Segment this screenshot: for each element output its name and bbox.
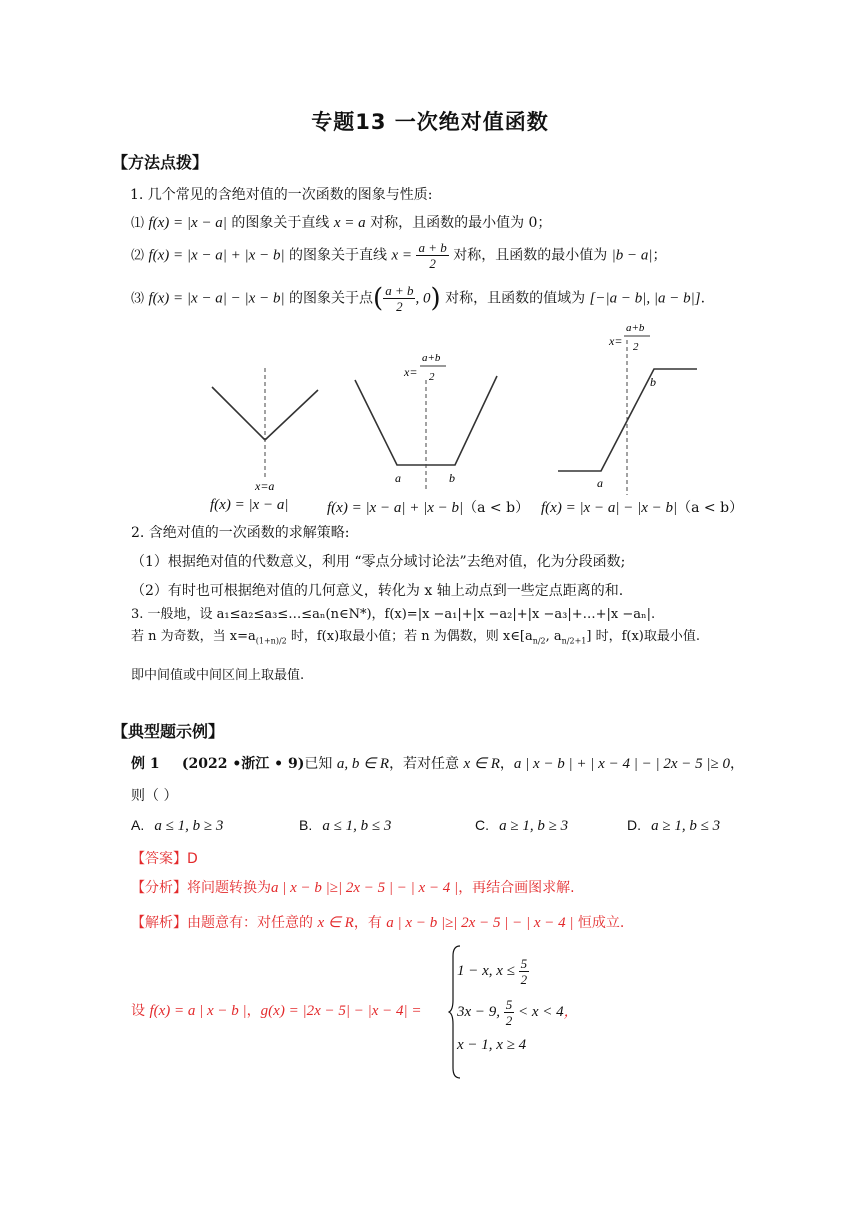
option-c-value: a ≥ 1, b ≥ 3 — [499, 818, 569, 834]
item-3-line-1: 3. 一般地，设 a₁≤a₂≤a₃≤…≤aₙ(n∈N*)，f(x)=|x −a₁|+|x −a₂|+|x −a₃|+…+|x −aₙ|. — [131, 607, 656, 622]
graph-2-point-a: a — [395, 471, 401, 485]
fraction-denominator: 2 — [505, 1013, 513, 1028]
graph-2-caption — [327, 497, 529, 517]
piece-2-text-a: 3x − 9, — [457, 1003, 501, 1020]
item-3-text-a: 若 n 为奇数，当 x=a — [131, 629, 256, 644]
item-2-2: （2）有时也可根据绝对值的几何意义，转化为 x 轴上动点到一些定点距离的和. — [131, 583, 624, 599]
let-text: 设 — [131, 1003, 150, 1019]
piece-2-fraction — [504, 997, 515, 1028]
example-text-d: ， — [729, 756, 744, 772]
graph-2 — [355, 352, 497, 492]
graph-3-axis-label: x= — [609, 334, 623, 348]
option-d-label: D. — [627, 817, 641, 833]
analysis-math: a | x − b |≥| 2x − 5 | − | x − 4 | — [271, 880, 459, 896]
let-f: f(x) = a | x − b | — [149, 1003, 247, 1019]
solution-math-1: x ∈ R — [317, 915, 354, 931]
section-heading-examples: 【典型题示例】 — [112, 722, 225, 741]
property-3-text-a: 的图象关于点 — [284, 290, 374, 307]
fraction-denominator: 2 — [396, 299, 403, 314]
fraction-numerator: 5 — [520, 956, 528, 971]
item-3-sub-1: (1+n)/2 — [255, 636, 287, 646]
graph-1-axis-label: x=a — [255, 479, 275, 493]
graph-3 — [558, 322, 697, 495]
analysis-text-b: ，再结合画图求解. — [458, 880, 575, 896]
solution-text-b: ，有 — [353, 915, 387, 931]
property-2-axis: x = — [391, 247, 413, 264]
graph-1 — [212, 368, 318, 493]
example-1-statement — [131, 753, 744, 773]
graph-2-frac-num: a+b — [422, 352, 441, 364]
option-c-label: C. — [475, 817, 489, 833]
page-title: 专题13 一次绝对值函数 — [311, 110, 549, 134]
answer-value: D — [187, 851, 198, 867]
property-1-text-a: 的图象关于直线 — [226, 215, 334, 231]
property-1-number: ⑴ — [131, 216, 145, 231]
option-b[interactable] — [299, 815, 391, 835]
option-d-value: a ≥ 1, b ≤ 3 — [651, 818, 721, 834]
solution-math-2: a | x − b |≥| 2x − 5 | − | x − 4 | — [386, 915, 574, 931]
example-text-b: ，若对任意 — [389, 756, 464, 772]
graph-3-point-a: a — [597, 476, 603, 490]
graph-3-point-b: b — [650, 375, 656, 389]
graph-3-frac-den: 2 — [633, 341, 639, 353]
let-g: g(x) = |2x − 5| − |x − 4| = — [260, 1003, 422, 1019]
graph-3-caption-formula: f(x) = |x − a| − |x − b| — [541, 500, 678, 516]
property-3-point-tail: , 0 — [415, 290, 431, 307]
let-sep: ， — [246, 1003, 261, 1019]
graph-1-caption: f(x) = |x − a| — [210, 497, 289, 513]
analysis-line — [131, 877, 575, 897]
piece-1-fraction — [519, 956, 530, 987]
item-1: 1. 几个常见的含绝对值的一次函数的图象与性质: — [130, 187, 433, 203]
property-2-text-a: 的图象关于直线 — [284, 247, 392, 264]
graph-2-caption-formula: f(x) = |x − a| + |x − b| — [327, 500, 464, 516]
piece-2 — [457, 997, 578, 1028]
example-math-2: x ∈ R — [463, 756, 500, 772]
property-1-axis: x = a — [333, 215, 366, 231]
property-2-end: ； — [652, 247, 667, 264]
item-3-text-c: , a — [545, 629, 562, 644]
option-a[interactable] — [131, 815, 223, 835]
answer-line — [131, 848, 198, 868]
property-2-min: |b − a| — [611, 247, 653, 264]
item-3-line-2 — [131, 625, 700, 646]
let-line — [131, 1000, 422, 1020]
solution-text-a: 由题意有：对任意的 — [187, 915, 318, 931]
property-2-formula: f(x) = |x − a| + |x − b| — [148, 247, 285, 264]
example-text-c: ， — [499, 756, 514, 772]
paren-left: ( — [373, 283, 384, 314]
property-3-formula: f(x) = |x − a| − |x − b| — [148, 290, 285, 307]
answer-label: 【答案】 — [131, 851, 187, 867]
option-c[interactable] — [475, 815, 568, 835]
property-3-number: ⑶ — [131, 291, 145, 307]
fraction-denominator: 2 — [520, 972, 528, 987]
option-d[interactable] — [627, 815, 720, 835]
graph-3-frac-num: a+b — [626, 322, 645, 334]
fraction-numerator: a + b — [418, 240, 447, 255]
graph-2-axis-label: x= — [404, 365, 418, 379]
property-2-number: ⑵ — [131, 248, 145, 264]
piece-1 — [457, 956, 529, 987]
solution-text-c: 恒成立. — [573, 915, 625, 931]
item-3-sub-2: n/2 — [532, 636, 546, 646]
item-3-text-d: ] 时，f(x)取最小值. — [586, 629, 701, 644]
solution-label: 【解析】 — [131, 915, 187, 931]
solution-line — [131, 912, 624, 932]
option-b-label: B. — [299, 817, 313, 833]
example-math-3: a | x − b | + | x − 4 | − | 2x − 5 |≥ 0 — [513, 756, 730, 772]
item-2-1: （1）根据绝对值的代数意义，利用 “零点分域讨论法”去绝对值，化为分段函数; — [131, 554, 626, 570]
fraction-numerator: a + b — [385, 283, 414, 298]
item-3-text-b: 时，f(x)取最小值；若 n 为偶数，则 x∈[a — [286, 629, 533, 644]
piece-1-text: 1 − x, x ≤ — [457, 962, 515, 979]
graph-3-caption-condition: （a < b） — [677, 500, 744, 516]
example-label: 例 1 — [131, 756, 160, 772]
graphs-figure — [0, 0, 860, 500]
example-then: 则（ ） — [131, 788, 178, 804]
item-3-sub-3: n/2+1 — [561, 636, 587, 646]
option-a-value: a ≤ 1, b ≥ 3 — [154, 818, 224, 834]
graph-2-frac-den: 2 — [429, 371, 435, 383]
paren-right: ) — [430, 283, 441, 314]
property-3-range: [−|a − b|, |a − b|] — [589, 290, 701, 307]
graph-2-caption-condition: （a < b） — [463, 500, 530, 516]
piece-2-text-b: < x < 4 — [518, 1003, 564, 1020]
property-1-formula: f(x) = |x − a| — [148, 215, 227, 231]
property-3-text-b: 对称，且函数的值域为 — [440, 290, 590, 307]
option-a-label: A. — [131, 817, 145, 833]
analysis-label: 【分析】 — [131, 880, 187, 896]
fraction-numerator: 5 — [505, 997, 513, 1012]
graph-2-point-b: b — [449, 471, 455, 485]
example-text-a: 已知 — [304, 756, 337, 772]
property-2-text-b: 对称，且函数的最小值为 — [448, 247, 612, 264]
graph-3-caption — [541, 497, 743, 517]
analysis-text-a: 将问题转换为 — [187, 880, 271, 896]
piece-3: x − 1, x ≥ 4 — [457, 1037, 527, 1053]
property-3-end: . — [700, 290, 706, 307]
fraction-denominator: 2 — [429, 256, 436, 271]
section-heading-method: 【方法点拨】 — [112, 153, 209, 172]
option-b-value: a ≤ 1, b ≤ 3 — [322, 818, 392, 834]
item-2: 2. 含绝对值的一次函数的求解策略: — [131, 525, 350, 541]
example-source: (2022 •浙江 • 9) — [181, 756, 305, 772]
piece-2-end: ， — [563, 1003, 578, 1020]
item-3-line-3: 即中间值或中间区间上取最值. — [131, 668, 305, 683]
example-math-1: a, b ∈ R — [336, 756, 390, 772]
property-1-text-b: 对称，且函数的最小值为 0； — [365, 215, 552, 231]
